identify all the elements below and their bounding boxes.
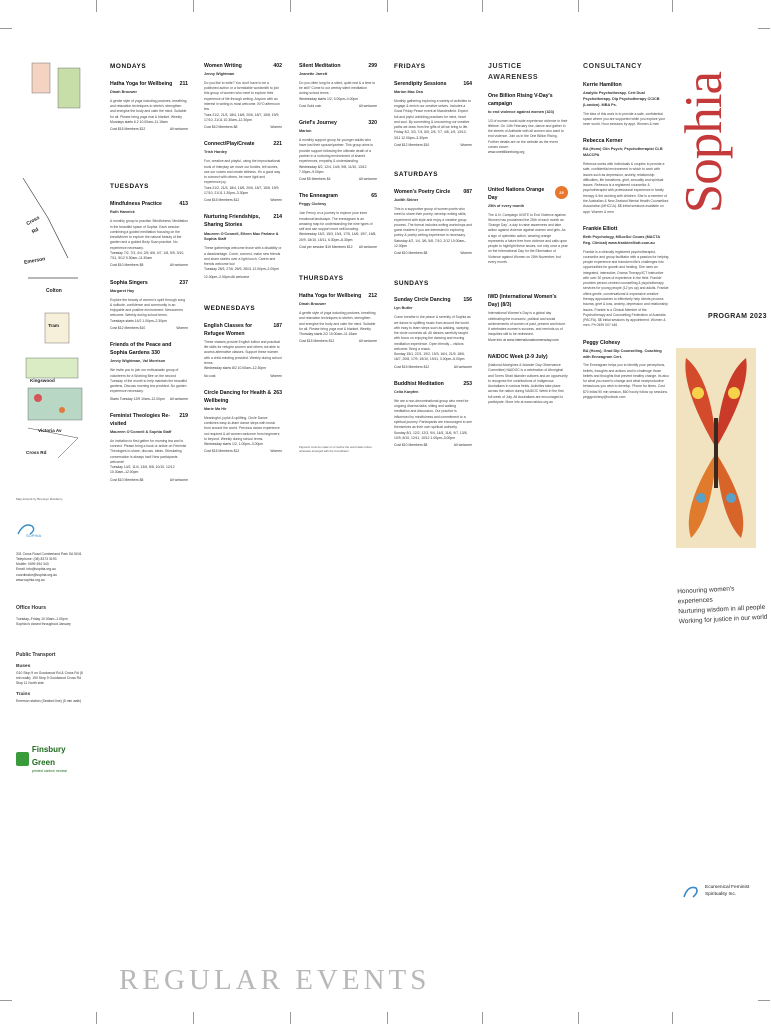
regular-events-banner: REGULAR EVENTS	[119, 964, 431, 996]
bus-text: G10 Stop 9 on Goodwood Rd & Cross Rd (5 min walk); 190 Stop 9 Goodwood Cross Rd Stop 11 North side	[16, 670, 83, 686]
bus-heading: Buses	[16, 664, 31, 670]
brand-title: Sophia	[675, 72, 733, 214]
event-time: Tuesdays starts 14/2 1.00pm–2.30pm	[110, 318, 167, 323]
event-code: 320	[368, 120, 377, 127]
event-title: Mindfulness Practice	[110, 201, 162, 208]
event-griefs-journey	[299, 119, 377, 182]
event-link[interactable]: More info at www.internationalwomensday.com	[488, 337, 559, 342]
tagline-line: Working for justice in our world	[678, 613, 768, 626]
tagline	[677, 583, 771, 628]
office-hours-heading: Office Hours	[16, 605, 47, 612]
event-mindfulness	[110, 200, 188, 268]
crop-mark	[672, 1012, 673, 1024]
hours-line: Tuesday–Friday 10.00am–1.00pm	[16, 616, 68, 621]
crop-mark	[96, 0, 97, 12]
program-year: PROGRAM 2023	[708, 313, 767, 320]
event-title: Feminist Theologies Re-visited	[110, 412, 170, 427]
day-heading-thursdays: THURSDAYS	[299, 275, 344, 283]
day-heading-tuesdays: TUESDAYS	[110, 183, 150, 191]
event-title: Silent Meditation	[299, 63, 341, 69]
event-connect-play-create	[204, 140, 282, 203]
event-audience: Women	[460, 251, 472, 256]
event-desc: These gatherings welcome those with a disability or a disadvantage. Come, connect, make new friends and share stories over a light lunch. Carers and friends welcome too!	[204, 246, 282, 267]
event-time: Tues 21/2, 21/3, 18/4, 16/5, 20/6, 18/7, 15/8, 19/9, 17/10, 21/11 10.30am–12.30pm	[204, 112, 280, 122]
event-audience: All welcome	[169, 396, 188, 401]
event-time: Wednesday starts 8/2 10.00am–12.30pm	[204, 366, 266, 371]
event-cost: Cost Gold coin	[299, 104, 322, 108]
event-title: Grief's Journey	[299, 120, 337, 127]
event-silent-meditation	[299, 62, 377, 109]
event-leader: Peggy Clohesy	[299, 202, 327, 207]
column-tuesdays-wednesdays	[204, 62, 282, 465]
map-label: Colton	[46, 288, 62, 294]
event-title: Sophia Singers	[110, 279, 148, 286]
website-link[interactable]: www.sophia.org.au	[16, 577, 45, 582]
event-subtitle: 25th of every month	[488, 203, 525, 208]
event-desc: Do you like to write? You don't have to be a published author or a formidable wordsmith to join this group of women who meet to explore their experience of life through writing. Anyone with an interest in writing is most welcome. BYO afternoon tea.	[204, 80, 280, 112]
event-iwd	[488, 293, 568, 343]
event-cost: Cost $10 Members $8	[110, 477, 144, 482]
event-leader: Maureen O'Connell, Eileen Mac Farlane & Sophia Staff	[204, 231, 279, 242]
event-leader: Dinah Brouwer	[299, 302, 327, 307]
event-cost: Cost $15 Members $12	[204, 198, 240, 203]
event-leader: Trish Hardey	[204, 150, 228, 155]
crop-mark	[758, 28, 770, 29]
event-nurturing-friendships	[204, 213, 282, 279]
event-title: Circle Dancing for Health & Wellbeing	[204, 389, 272, 404]
crop-mark	[193, 0, 194, 12]
crop-mark	[387, 1012, 388, 1024]
event-audience: Women	[270, 449, 282, 454]
event-friends-gardens	[110, 341, 188, 402]
event-cost: Cost $15 Members $12	[299, 339, 335, 344]
event-desc: Meaningful, joyful & uplifting, Circle Dance combines easy-to-learn dance steps with music from around the world. Previous dance experience not required & all women welcome from beginners to beyond. Weekly during school terms.	[204, 415, 280, 441]
event-desc: Explore the beauty of women's spirit through song & solitude, confidence and community in an enjoyable and positive environment. Newcomers welcome. Weekly during school terms.	[110, 297, 186, 318]
event-code: 214	[273, 214, 282, 221]
event-circle-dancing	[204, 389, 282, 455]
event-poetry-circle	[394, 188, 472, 256]
event-code: 211	[179, 80, 188, 87]
event-leader: Maureen O'Connell & Sophia Staff	[110, 429, 172, 434]
event-title: Hatha Yoga for Wellbeing	[110, 80, 173, 87]
consultant-name: Frankie Elliott	[583, 225, 618, 232]
day-heading-mondays: MONDAYS	[110, 63, 147, 70]
event-time: Starts Tuesday 12/9 10am–12.00pm	[110, 396, 165, 401]
event-code: 156	[463, 297, 472, 304]
event-audience: Women	[460, 142, 472, 147]
event-code: 164	[463, 80, 472, 87]
hours-line: Sophia is closed throughout January	[16, 622, 71, 627]
map-label: Emerson	[23, 256, 46, 266]
event-desc: A gentle style of yoga including postures, breathing and relaxation techniques to stretch, strengthen and energise the body and calm the mind. Suitable for all. Please bring yoga mat & blanket. Weekly	[299, 310, 376, 331]
event-time: Tuesday 14/2, 11/4, 13/6, 8/8, 10/10, 12/12 10.30am–12.00pm	[110, 465, 175, 475]
tagline-line: Nurturing wisdom in all people	[678, 603, 766, 616]
crop-mark	[0, 1000, 12, 1001]
crop-mark	[578, 0, 579, 12]
hand-drawn-map	[18, 58, 84, 501]
event-code: 402	[273, 63, 282, 69]
event-time: Wednesday starts 1/2, 3.00pm–4.00pm	[299, 96, 359, 101]
event-desc: A monthly group to practise 'Mindfulness' Meditation in the beautiful space of Sophia. Each session combining a guided meditation focusing on the breath/inner to explore the natural beauty of the garden and a guided Body Scan practice. No experience necessary.	[110, 219, 189, 250]
consultant-credentials: Analytic Psychotherapy. Cert Dual Psychotherapy. Dip Psychotherapy CCICB (London). MBA Ps.	[583, 90, 660, 107]
phone-line: Telephone: (08) 8373 3193	[16, 556, 57, 561]
event-desc: Do you often long for a silent, quiet rest & a time to be still? Come to our weekly silent meditation during school terms.	[299, 80, 376, 96]
event-audience: Women	[270, 373, 282, 378]
orange-badge: 25	[555, 186, 568, 199]
event-cost: Cost $12 Members $10	[394, 142, 430, 147]
transport-heading: Public Transport	[16, 651, 56, 658]
event-link[interactable]: www.onebillionrising.org	[488, 150, 525, 155]
consultant-peggy	[583, 339, 669, 401]
ecumenical-line: Spirituality Inc.	[705, 892, 737, 897]
event-audience: Women	[270, 198, 282, 203]
event-enneagram	[299, 192, 377, 250]
event-cost: No cost	[204, 373, 216, 378]
event-code: 237	[179, 279, 188, 286]
event-desc: We invite you to join our enthusiastic group of volunteers for a Working Bee on the second Tuesday of the month to help maintain the beautiful gardens. Discuss morning tea provided. No garden experience necessary.	[110, 368, 187, 394]
event-audience: All welcome	[358, 104, 377, 108]
crop-mark	[482, 1012, 483, 1024]
event-code: 413	[179, 201, 188, 208]
event-sophia-singers	[110, 279, 188, 332]
consultant-desc: Rebecca works with individuals & couples to provide a safe, confidential environment in which to work with issues such as depression, anxiety, relationship difficulties, life transitions, grief, sexuality and spiritual issues. Rebecca is a registered counsellor & psychotherapist with professional experience in family therapy & the working with children. She is a member of the Australian & New Zealand Mental Health Counsellors Association (MHCCA). $$ Initial sessions available on appt. Women & men	[583, 162, 669, 214]
event-english-classes	[204, 322, 282, 379]
event-audience: All welcome	[358, 339, 377, 344]
map-label: Cross	[25, 214, 41, 228]
consultant-name: Kerrie Hamilton	[583, 81, 622, 88]
event-title: Nurturing Friendships, Sharing Stories	[204, 214, 260, 229]
event-desc: A monthly support group for younger adults who have lost their spouse/partner. This group aims to provide support following the ultimate death of a partner in a nurturing environment of shared experiences, empathy & understanding.	[299, 138, 374, 164]
event-time: Wednesday 8/2, 12/4, 14/6, 9/8, 11/10, 13/12 7.00pm–9.00pm	[299, 164, 367, 174]
crop-mark	[290, 1012, 291, 1024]
event-code: 187	[273, 322, 282, 329]
sophia-small-logo	[16, 520, 42, 538]
event-title: Connect/Play/Create	[204, 141, 255, 148]
section-heading-justice: JUSTICE AWARENESS	[488, 63, 539, 81]
crop-mark	[482, 0, 483, 12]
event-leader: Marion	[299, 129, 312, 134]
train-text: Emerson station (Seaford line) (5 min walk)	[16, 698, 82, 703]
day-heading-fridays: FRIDAYS	[394, 63, 426, 70]
event-audience: All welcome	[169, 127, 188, 132]
consultant-credentials: BA (Hons), Grad Dip Counselling. Coaching with Enneagram Cert.	[583, 348, 662, 359]
event-title: Friends of the Peace and Sophia Gardens 330	[110, 342, 172, 357]
day-heading-sundays: SUNDAYS	[394, 279, 429, 287]
event-code: 219	[179, 412, 188, 419]
event-code: 263	[273, 389, 282, 396]
event-audience: All welcome	[453, 443, 472, 448]
consultant-desc: The idea of this work is to provide a safe, confidential space where you are supported while you explore your inner world. Hour sessions by appt. Women & men	[583, 111, 666, 127]
event-desc: Monthly gathering exploring a variety of activities to engage & enrich our creative selves. Includes a Good Friday Peace event at Macclesfield. Expect full and joyful unfolding practices for mind, heart and soul. By connecting & uncovering our creative paths we draw from the gifts of all we bring to life.	[394, 98, 471, 130]
crop-mark	[290, 0, 291, 12]
consultant-frankie	[583, 225, 669, 329]
event-audience: All welcome	[169, 477, 188, 482]
email-link[interactable]: Email: info@sophia.org.au	[16, 567, 56, 572]
event-audience: All welcome	[169, 263, 188, 268]
event-code: 253	[463, 381, 472, 388]
event-cost: Cost $15 Members $12	[394, 364, 430, 369]
event-sunday-circle-dancing	[394, 296, 472, 370]
column-wednesdays-thursdays	[299, 62, 377, 453]
mobile-line: Mobile: 0499 494 343	[16, 562, 49, 567]
consultant-credentials: BA (Hons) Clin Psych; Psychotherapist CLB MACCPA	[583, 147, 663, 158]
crop-mark	[672, 0, 673, 12]
sponsor-sub: printed carbon neutral	[31, 768, 67, 773]
consultant-kerrie	[583, 81, 669, 127]
column-justice-awareness	[488, 62, 568, 415]
day-heading-wednesdays: WEDNESDAYS	[204, 304, 256, 312]
map-label: Cross Rd	[26, 450, 47, 455]
event-title: Women's Poetry Circle	[394, 189, 451, 196]
event-buddhist-meditation	[394, 380, 472, 448]
event-leader: Margaret Hay	[110, 288, 135, 293]
contact-panel	[16, 497, 86, 775]
section-heading-consultancy: CONSULTANCY	[583, 63, 643, 70]
event-code: 087	[463, 189, 472, 196]
event-time: Tuesday 7/2, 7/3, 4/4, 2/5, 6/6, 4/7, 1/8, 5/9, 3/10, 7/11, 5/12 9.30am–11.30am	[110, 250, 185, 261]
event-leader: Jeanette Jarrett	[299, 72, 328, 77]
event-desc: We are a non-denominational group who meet for ongoing dharma talks, sitting and walking meditation and discussion. Our practice is influenced by mindfulness and commitment to a spiritual journey. Participants are encouraged to see themselves as their own spiritual authority.	[394, 398, 472, 430]
event-desc: The U.N. Campaign UNITE to End Violence against Women has proclaimed the 25th of each month as 'Orange Day', a day to raise awareness and take action against violence against women and girls. As a sign of optimistic action, wearing orange represents a future free from violence and calls upon people to highlight these issues, not only once a year on the International Day for the Elimination of Violence against Women on 25th November, but every month.	[488, 212, 568, 264]
event-desc: Fun, creative and playful, using the improvisational tools of Interplay we move our bodies, tell stories, use our voices and create stillness. It's a good way to connect with others, be more light and experience joy.	[204, 159, 281, 185]
event-title: NAIDOC Week (2-9 July)	[488, 353, 548, 360]
day-heading-saturdays: SATURDAYS	[394, 171, 439, 179]
event-desc: Come breathe in the peace & serenity of Sophia as we dance to uplifting music from around the world with easy to learn steps such as walking, swaying; the circle connects all. All dances carefully taught with focus on enjoying the dancing and moving meditation experience. Open friendly – visitors welcome. Bring a snack.	[394, 315, 471, 351]
email-link[interactable]: coordinator@sophia.org.au	[16, 572, 57, 577]
event-title: Serendipity Sessions	[394, 80, 447, 87]
svg-text:SOPHIA: SOPHIA	[26, 532, 42, 538]
event-leader: Ruth Hamrick	[110, 210, 135, 215]
event-time: Sunday 15/1, 22/1, 19/2, 19/3, 16/4, 21/5, 18/6, 16/7, 20/8, 17/9, 15/10, 19/11, 3.00pm–5.00pm	[394, 352, 465, 362]
crop-mark	[0, 28, 12, 29]
crop-mark	[758, 1000, 770, 1001]
event-leader: Dinah Brouwer	[110, 89, 138, 94]
event-time: Tuesday 28/3, 27/6, 26/9, 28/11 12.00pm–2.00pm	[204, 267, 279, 272]
crop-mark	[578, 1012, 579, 1024]
consultant-desc: Frankie is a clinically registered psychotherapist, counsellor and group facilitator with a passion for helping people experience and transform life's challenges into opportunities for growth and healing. She uses an integrated, interactive, Drama Therapy/ICT instructive with over 30 years of experience in the field. Frankie provides person-centred counselling & psychotherapy services for young people (12 yrs up) and adults. Frankie offers gentle, conversational & expressive creative therapy approaches to effectively help clients process trauma, grief & loss, anxiety, depression and relationship issues. Frankie is a Clinical Member of the Psychotherapy and Counselling Federation of Australia (PACFA). $$ Initial sessions by appointment. Women & men. Ph 0499 007 446	[583, 249, 669, 328]
event-desc: A gentle style of yoga including postures, breathing and relaxation techniques to stretch, strengthen and energise the body and calm the mind. Suitable for all. Please bring yoga mat & blanket. Weekly	[110, 98, 187, 119]
map-caption: Map artwork by Bronwyn Rowberry	[16, 497, 63, 501]
event-cost: Cost $12 Members $10	[110, 325, 146, 330]
event-audience: All welcome	[358, 177, 377, 182]
event-time: Thursday starts 2/2 10.00am–11.15am	[299, 332, 357, 337]
event-code: 221	[273, 141, 282, 148]
tagline-line: Honouring women's experiences	[677, 585, 735, 606]
event-subtitle: to end violence against women (323)	[488, 109, 555, 114]
column-consultancy	[583, 62, 669, 410]
event-serendipity	[394, 80, 472, 148]
butterfly-artwork	[676, 348, 756, 548]
event-one-billion-rising	[488, 92, 568, 156]
event-leader: Marie Ma Hir	[204, 406, 227, 411]
event-leader: Jenny Wightman, Val Morrison	[110, 359, 166, 364]
map-label: Victoria Av	[38, 428, 62, 433]
event-time: Wednesday starts 1/2, 1.00pm–3.00pm	[204, 442, 264, 447]
event-hatha-thursday	[299, 292, 377, 345]
event-audience: All welcome	[453, 364, 472, 369]
event-title: Women Writing	[204, 63, 242, 69]
map-label: Tram	[48, 323, 59, 328]
column-mondays-tuesdays	[110, 62, 188, 493]
event-feminist-theologies	[110, 412, 188, 483]
event-desc: These classes provide English tuition and practical life skills for refugee women and others not able to access alternative classes. Support these women with a child-minding provided. Weekly during school terms.	[204, 339, 282, 365]
event-cost: Cost $5 Members $4	[299, 177, 331, 182]
event-time: Friday 3/2, 3/3, 7/4, 5/5, 2/6, 7/7, 4/8, 1/9, 13/10, 3/11 12.00pm–3.30pm	[394, 130, 467, 140]
event-title: English Classes for Refugee Women	[204, 322, 253, 337]
event-cost: Cost $10 Members $8	[394, 443, 428, 448]
event-leader: Lyn Butler	[394, 306, 413, 311]
event-time: Wednesday 15/2, 15/3, 19/4, 17/5, 14/6, 19/7, 16/8, 20/9, 18/10, 15/11, 6.30pm–8.30pm	[299, 232, 377, 242]
event-desc: Join Penny on a journey to explore your inner emotional landscape. The enneagram is an amazing map for understanding the nine types of self and can support more self-knowing.	[299, 211, 373, 232]
event-title: The Enneagram	[299, 193, 338, 200]
event-cost: Cost $10 Members $8	[394, 251, 428, 256]
event-code: 212	[368, 293, 377, 300]
event-time: Sunday 8/1, 12/2, 12/3, 9/4, 14/5, 11/6, 9/7, 13/8, 10/9, 8/10, 12/11, 10/12 1.00pm–3.00pm	[394, 430, 468, 440]
event-title: Sunday Circle Dancing	[394, 297, 451, 304]
event-leader: Marion Mac Dea	[394, 89, 423, 94]
event-title: Buddhist Meditation	[394, 381, 444, 388]
crop-mark	[193, 1012, 194, 1024]
event-title: IWD (International Women's Day) (8/3)	[488, 294, 557, 309]
event-desc: International Women's Day is a global day celebrating the economic, political and social achievements of women of past, present and future. It celebrates women's success, and reminds us of inequities still to be redressed.	[488, 311, 567, 337]
event-orange-day	[488, 186, 568, 266]
event-naidoc	[488, 353, 568, 405]
map-label: Rd	[30, 226, 40, 236]
sophia-logo-icon	[682, 882, 700, 902]
event-title: One Billion Rising V-Day's campaign	[488, 92, 553, 107]
payment-note: Payment must be made on or before the event date unless otherwise arranged with the Coordinator	[299, 444, 372, 453]
crop-mark	[96, 1012, 97, 1024]
sophia-footer-logo	[682, 882, 749, 902]
event-title: United Nations Orange Day	[488, 186, 545, 201]
event-desc: This is a supportive group of women poets who meet to share their poetry; develop writing skills, experiment with style and enjoy a creative group process. The format includes writing workshops and guest readers if you are interested in exploring poetry & poetry writing experience is necessary.	[394, 207, 472, 238]
consultant-desc: The Enneagram helps you to identify your perceptions, beliefs, thoughts and actions and to challenge those beliefs and thoughts that prevent healthy change. Its also for what you want to change and what new/productive behaviours you wish to develop. Phone for times. Cost $70 initial 90 min session, $60 hourly follow up sessions. peggyclohesy@outlook.com	[583, 363, 669, 399]
map-label: Kingswood	[30, 378, 55, 383]
event-cost: 12.00pm–2.00pm All welcome	[204, 274, 250, 279]
ecumenical-line: Ecumenical Feminist	[705, 885, 750, 891]
event-audience: Women	[176, 325, 188, 330]
consultant-credentials: Beth Psychology, MSocSci Couns (MACTA Reg. Clinical) www.frankieelliott.com.au	[583, 234, 660, 245]
event-audience: Women	[270, 125, 282, 130]
event-cost: Cost $10 Members $8	[110, 263, 144, 268]
event-leader: Jenny Wightman	[204, 72, 235, 77]
train-heading: Trains	[16, 692, 31, 698]
sponsor-logo	[16, 744, 86, 774]
consultant-rebecca	[583, 137, 669, 214]
event-desc: (National Aborigines & Islander Day Observance Committee) NAIDOC is a celebration of Aboriginal and Torres Strait Islander cultures and an opportunity to recognise the contributions of Indigenous Australians in various fields. Activities take place across the nation during NAIDOC Week in the first full week of July. All Australians are encouraged to participate. More info at www.naidoc.org.au	[488, 362, 568, 404]
event-cost: Cost $15 Members $12	[204, 449, 240, 454]
sponsor-name: Finsbury Green	[31, 745, 66, 767]
event-cost: Cost per session $15 Members $12	[299, 244, 353, 249]
event-audience: All welcome	[358, 244, 377, 249]
event-time: Mondays starts 6.2 10.00am–11.15am	[110, 119, 168, 124]
event-cost: Cost $10 Members $8	[204, 125, 238, 130]
event-leader: Judith Shiner	[394, 198, 419, 203]
address-line: 331 Cross Road Cumberland Park SA 5041	[16, 551, 82, 556]
event-hatha-monday	[110, 80, 188, 133]
event-time: Tues 21/2, 21/3, 18/4, 16/5, 20/6, 18/7, 15/8, 19/9, 17/10, 21/11 1.30pm–3.30pm	[204, 185, 280, 195]
consultant-name: Rebecca Kerner	[583, 138, 623, 145]
event-women-writing	[204, 62, 282, 130]
event-cost: Cost $15 Members $12	[110, 127, 146, 132]
crop-mark	[387, 0, 388, 12]
event-desc: 1/3 of women world-wide experience violence in their lifetime. On 14th February rise, dance and gather in the streets of Adelaide with all women who want to end violence. Join us in the One Billion Rising. Further details are on the website as the event comes closer.	[488, 118, 568, 150]
column-fridays-sundays	[394, 62, 472, 458]
event-code: 299	[368, 63, 377, 69]
event-desc: An invitation to first gather for morning tea and to connect. Please bring a book or article on Feminist Theologies to share, discuss, ideas. Stimulating conversation is always had! New participants welcome!	[110, 438, 187, 464]
leaf-icon	[16, 752, 29, 766]
event-leader: Celia Karpfen	[394, 390, 419, 395]
event-time: Saturday 4/2, 1/4, 3/6, 5/8, 7/10, 2/12 10.00am–12.00pm	[394, 238, 467, 248]
consultant-name: Peggy Clohesy	[583, 339, 621, 346]
event-code: 65	[371, 193, 377, 200]
event-title: Hatha Yoga for Wellbeing	[299, 293, 362, 300]
